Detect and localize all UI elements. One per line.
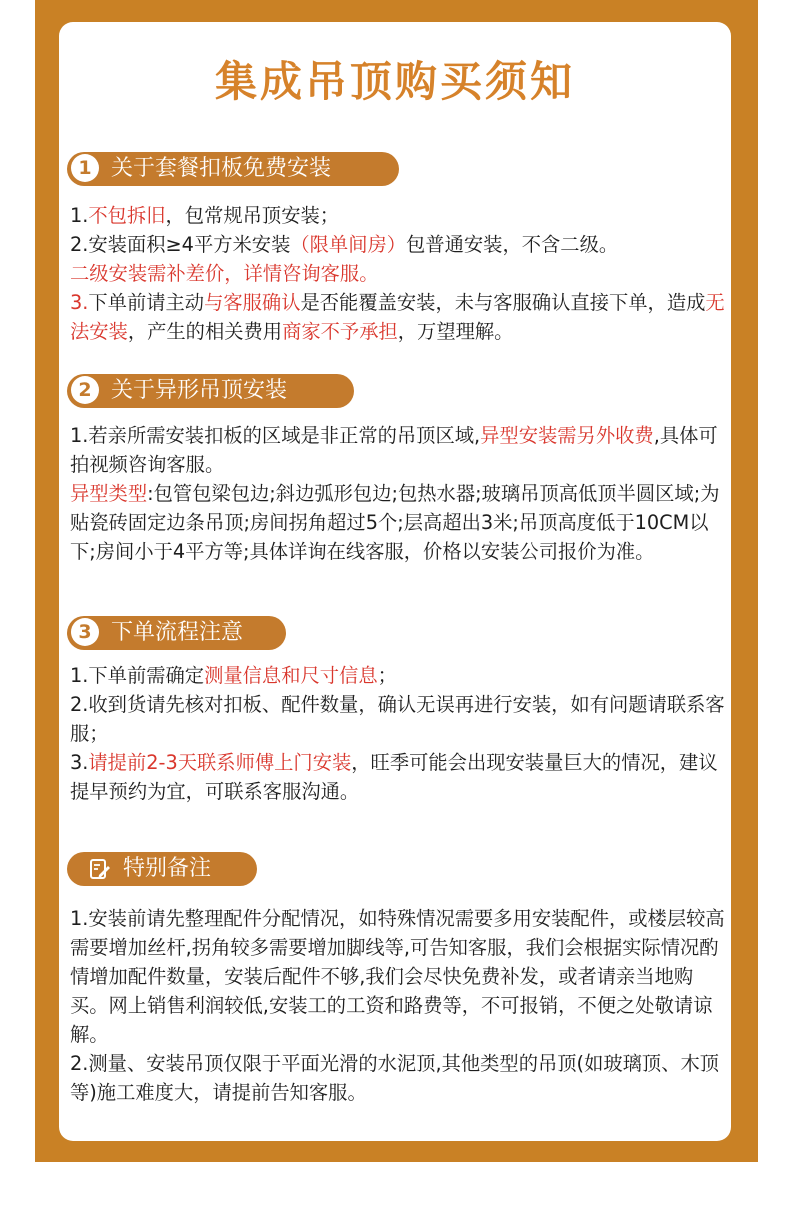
line-text: 2.测量、安装吊顶仅限于平面光滑的水泥顶,其他类型的吊顶(如玻璃顶、木顶等)施工难度大，请提前告知客服。 <box>70 1052 720 1104</box>
line-text: ，产生的相关费用 <box>127 320 283 343</box>
section-heading: 关于套餐扣板免费安装 <box>111 156 332 181</box>
section-3-body <box>70 661 725 806</box>
section-number: 3 <box>71 618 99 646</box>
highlight-text: 与客服确认 <box>204 291 301 314</box>
line-text: 是否能覆盖安装，未与客服确认直接下单，造成 <box>300 291 706 314</box>
note-edit-icon <box>89 858 111 880</box>
line-text: :包管包梁包边;斜边弧形包边;包热水器;玻璃吊顶高低顶半圆区域;为贴瓷砖固定边条吊顶;房间拐角超过5个;层高超出3米;吊顶高度低于10CM以下;房间小于4平方等;具体详询在线客服，价格以安装公司报价为准。 <box>70 482 720 563</box>
section-4-header <box>67 852 257 886</box>
line-text: 下单前请主动 <box>88 291 205 314</box>
line-text: ，旺季可能会出现安装量巨大的情况，建议提早预约为宜，可联系客服沟通。 <box>70 751 718 803</box>
line-text: ，万望理解。 <box>397 320 514 343</box>
highlight-text: 二级安装需补差价，详情咨询客服。 <box>70 262 379 285</box>
highlight-text: 测量信息和尺寸信息 <box>204 664 378 687</box>
notice-line <box>70 421 725 479</box>
notice-line <box>70 1049 725 1107</box>
line-text: 1.安装前请先整理配件分配情况，如特殊情况需要多用安装配件，或楼层较高需要增加丝杆,拐角较多需要增加脚线等,可告知客服，我们会根据实际情况酌情增加配件数量，安装后配件不够,我们会尽快免费补发，或者请亲当地购买。网上销售利润较低,安装工的工资和路费等，不可报销，不便之处敬请谅解。 <box>70 907 725 1046</box>
highlight-text: （限单间房） <box>290 233 407 256</box>
highlight-text: 无法安装 <box>70 291 725 343</box>
line-text: 1.下单前需确定 <box>70 664 205 687</box>
notice-line <box>70 201 725 230</box>
section-1-header <box>67 152 399 186</box>
highlight-text: 不包拆旧 <box>88 204 166 227</box>
line-text: 1. <box>70 204 89 227</box>
line-text: 包普通安装，不含二级。 <box>406 233 619 256</box>
section-number: 2 <box>71 376 99 404</box>
highlight-text: 3. <box>70 291 89 314</box>
line-text: ； <box>377 664 397 687</box>
section-number: 1 <box>71 154 99 182</box>
notice-line <box>70 479 725 566</box>
page-title: 集成吊顶购买须知 <box>214 57 575 106</box>
line-text: 3. <box>70 751 89 774</box>
notice-line <box>70 690 725 748</box>
highlight-text: 请提前2-3天联系师傅上门安装 <box>88 751 352 774</box>
notice-line <box>70 904 725 1049</box>
notice-line <box>70 230 725 259</box>
section-2-header <box>67 374 354 408</box>
line-text: ,具体可拍视频咨询客服。 <box>70 424 718 476</box>
section-3-header <box>67 616 286 650</box>
highlight-text: 异型类型 <box>70 482 148 505</box>
highlight-text: 异型安装需另外收费 <box>480 424 654 447</box>
section-2-body <box>70 421 725 566</box>
highlight-text: 商家不予承担 <box>282 320 398 343</box>
section-heading: 特别备注 <box>123 856 212 881</box>
section-4-body <box>70 904 725 1107</box>
notice-line <box>70 748 725 806</box>
notice-line <box>70 288 725 346</box>
line-text: ，包常规吊顶安装； <box>165 204 340 227</box>
line-text: 1.若亲所需安装扣板的区域是非正常的吊顶区域, <box>70 424 481 447</box>
section-heading: 关于异形吊顶安装 <box>111 378 288 403</box>
line-text: 2.安装面积≥4平方米安装 <box>70 233 291 256</box>
section-heading: 下单流程注意 <box>111 620 244 645</box>
section-1-body <box>70 201 725 346</box>
notice-line <box>70 259 725 288</box>
line-text: 2.收到货请先核对扣板、配件数量，确认无误再进行安装，如有问题请联系客服； <box>70 693 725 745</box>
notice-line <box>70 661 725 690</box>
